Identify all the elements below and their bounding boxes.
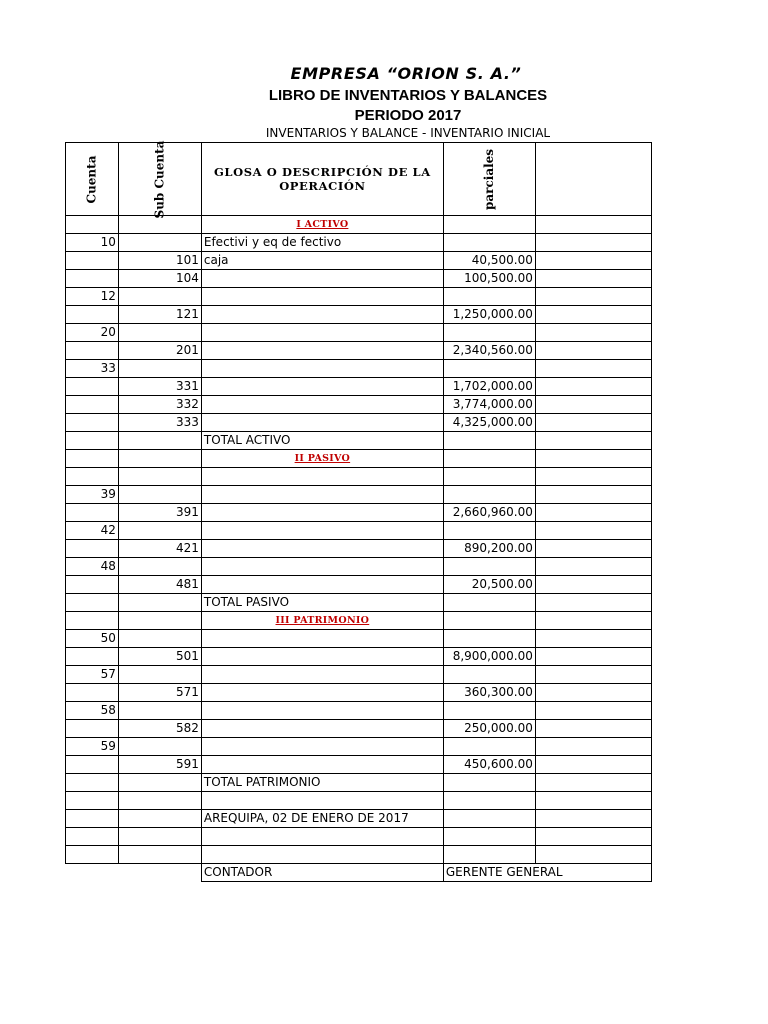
- section-row-patrimonio: [66, 612, 652, 630]
- blank-row: [66, 792, 652, 810]
- total-row-patrimonio: [66, 774, 652, 792]
- header-glosa: GLOSA O DESCRIPCIÓN DE LA OPERACIÓN: [201, 143, 443, 216]
- table-row: 582 250,000.00: [66, 720, 652, 738]
- section-activo: I ACTIVO: [201, 216, 443, 234]
- table-row: 571 360,300.00: [66, 684, 652, 702]
- table-row: 201 2,340,560.00: [66, 342, 652, 360]
- total-row-activo: [66, 432, 652, 450]
- table-row: 333 4,325,000.00: [66, 414, 652, 432]
- table-row: 481 20,500.00: [66, 576, 652, 594]
- ledger-table: [65, 142, 652, 882]
- table-row: 42: [66, 522, 652, 540]
- blank-row: [66, 846, 652, 864]
- gerente-label: GERENTE GENERAL: [443, 864, 651, 882]
- blank-row: [66, 468, 652, 486]
- subtitle: INVENTARIOS Y BALANCE - INVENTARIO INICIAL: [265, 126, 551, 140]
- total-pasivo-label: TOTAL PASIVO: [201, 594, 443, 612]
- table-row: 104 100,500.00: [66, 270, 652, 288]
- blank-row: [66, 828, 652, 846]
- header-parciales: parciales: [443, 143, 535, 216]
- period-title: PERIODO 2017: [354, 107, 462, 124]
- place-date: AREQUIPA, 02 DE ENERO DE 2017: [201, 810, 443, 828]
- company-title: EMPRESA “ORION S. A.”: [290, 64, 522, 83]
- header-cuenta: Cuenta: [66, 143, 119, 216]
- place-date-row: [66, 810, 652, 828]
- table-row: 59: [66, 738, 652, 756]
- table-row: 331 1,702,000.00: [66, 378, 652, 396]
- header-row: [66, 143, 652, 216]
- table-row: 121 1,250,000.00: [66, 306, 652, 324]
- table-row: 48: [66, 558, 652, 576]
- table-row: 57: [66, 666, 652, 684]
- table-row: 591 450,600.00: [66, 756, 652, 774]
- section-pasivo: II PASIVO: [201, 450, 443, 468]
- table-row: 332 3,774,000.00: [66, 396, 652, 414]
- table-row: 50: [66, 630, 652, 648]
- table-row: 421 890,200.00: [66, 540, 652, 558]
- table-row: 391 2,660,960.00: [66, 504, 652, 522]
- contador-label: CONTADOR: [201, 864, 443, 882]
- signature-row: [66, 864, 652, 882]
- header-sub-cuenta: Sub Cuenta: [118, 143, 201, 216]
- table-row: 101 caja 40,500.00: [66, 252, 652, 270]
- total-patrimonio-label: TOTAL PATRIMONIO: [201, 774, 443, 792]
- total-row-pasivo: [66, 594, 652, 612]
- table-row: 39: [66, 486, 652, 504]
- total-activo-label: TOTAL ACTIVO: [201, 432, 443, 450]
- table-row: 501 8,900,000.00: [66, 648, 652, 666]
- section-row-pasivo: [66, 450, 652, 468]
- table-row: 33: [66, 360, 652, 378]
- table-row: 58: [66, 702, 652, 720]
- section-patrimonio: III PATRIMONIO: [201, 612, 443, 630]
- book-title: LIBRO DE INVENTARIOS Y BALANCES: [268, 87, 548, 104]
- table-row: 10 Efectivi y eq de fectivo: [66, 234, 652, 252]
- table-row: 12: [66, 288, 652, 306]
- table-row: 20: [66, 324, 652, 342]
- header-extra: [535, 143, 651, 216]
